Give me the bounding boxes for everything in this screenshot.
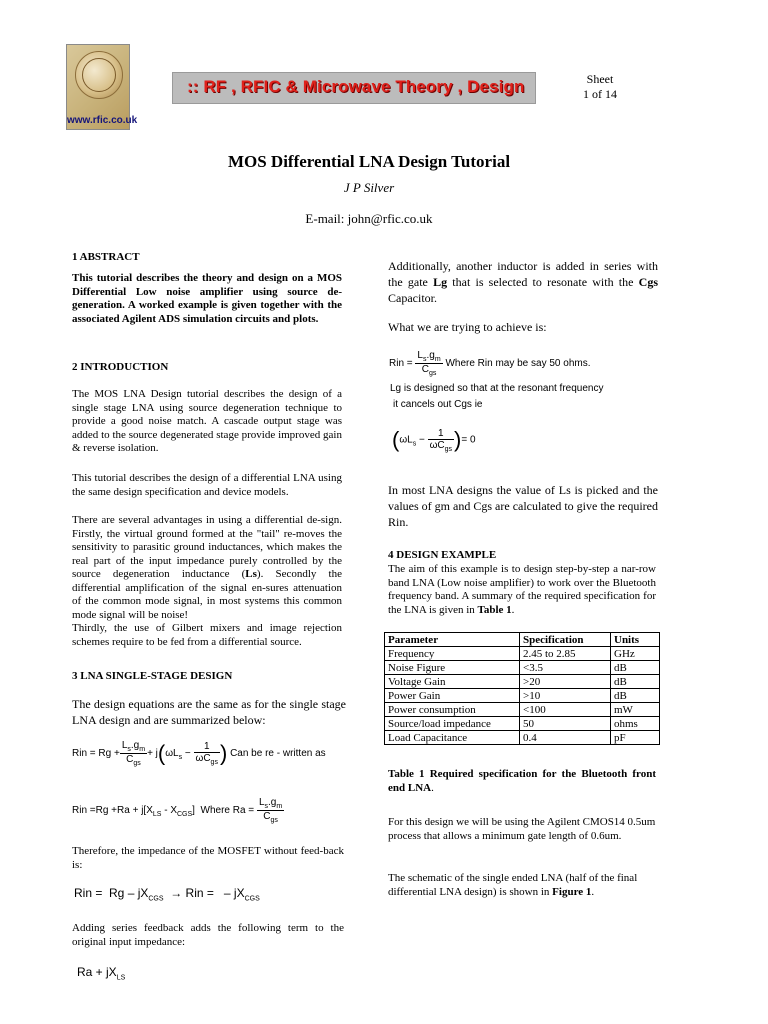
spec-table xyxy=(384,632,660,745)
lna-paragraph-2: Therefore, the impedance of the MOSFET without feed-back is: xyxy=(72,845,344,871)
design-heading: 4 DESIGN EXAMPLE xyxy=(388,549,497,561)
right-paragraph-4: For this design we will be using the Agilent CMOS14 0.5um process that allows a minimum gate length of 0.6um. xyxy=(388,816,656,842)
table-row xyxy=(385,675,660,689)
author: J P Silver xyxy=(343,180,395,195)
lna-paragraph-1: The design equations are the same as for the single stage LNA design and are summarized below: xyxy=(72,697,346,727)
table-cell: 0.4 xyxy=(520,731,611,745)
rfic-logo xyxy=(66,44,138,130)
table-cell: <3.5 xyxy=(520,661,611,675)
equation-ra-label: Where Ra = xyxy=(200,805,255,817)
right-p1-part-b: that is selected to resonate with the xyxy=(447,275,639,289)
equation-resonance: ($\omega L_s$ − $\frac{1}{\omega C_{gs}}$ )= 0 xyxy=(392,427,476,453)
table-cell: 2.45 to 2.85 xyxy=(520,647,611,661)
table-cell: Power Gain xyxy=(385,689,520,703)
equation-lg-note-1: Lg is designed so that at the resonant frequency xyxy=(390,383,604,394)
spec-table-header xyxy=(385,633,660,647)
column-header-specification: Specification xyxy=(520,633,611,647)
equation-lg-note-2: it cancels out Cgs ie xyxy=(393,399,483,410)
table-cell: dB xyxy=(611,689,660,703)
sheet-indicator xyxy=(570,72,630,102)
lna-paragraph-3: Adding series feedback adds the following term to the original input impedance: xyxy=(72,922,344,948)
table-caption-text: Table 1 Required specification for the Bluetooth front end LNA xyxy=(388,768,656,794)
equation-rin-2: Rin $=Rg +Ra + j[X_{LS} - X_{CGS}]$ Where Ra = $\frac{L_s.g_m}{C_{gs}}$ xyxy=(72,797,283,824)
table-row xyxy=(385,731,660,745)
equation-rin-mosfet: Rin = Rg – $jX_{CGS}$ → Rin = – $jX_{CGS}$ xyxy=(74,886,260,903)
intro-heading: 2 INTRODUCTION xyxy=(72,361,169,373)
abstract-text: This tutorial describes the theory and design on a MOS Differential Low noise amplifier using source de-generation. A worked example is given together with the associated Agilent ADS simulation circuits and plots. xyxy=(72,272,342,325)
equation-where-note: Where Rin may be say 50 ohms. xyxy=(445,358,591,370)
table-cell: dB xyxy=(611,661,660,675)
table-cell: 50 xyxy=(520,717,611,731)
column-header-units: Units xyxy=(611,633,660,647)
right-p1-part-a: Additionally, another inductor is added in series with the gate xyxy=(388,259,658,289)
table-cell: Power consumption xyxy=(385,703,520,717)
intro-paragraph-3 xyxy=(72,514,342,649)
table-cell: Load Capacitance xyxy=(385,731,520,745)
table-row xyxy=(385,689,660,703)
right-p5-part-a: The schematic of the single ended LNA (half of the final differential LNA design) is shown in xyxy=(388,872,638,898)
abstract-heading: 1 ABSTRACT xyxy=(72,251,140,263)
logo-url: www.rfic.co.uk xyxy=(67,115,138,126)
column-header-parameter: Parameter xyxy=(385,633,520,647)
intro-paragraph-2: This tutorial describes the design of a differential LNA using the same design specification and device models. xyxy=(72,472,342,498)
right-p5-figure-ref: Figure 1 xyxy=(552,885,592,898)
table-cell: Source/load impedance xyxy=(385,717,520,731)
smith-chart-ring xyxy=(82,58,116,92)
right-paragraph-3: In most LNA designs the value of Ls is picked and the values of gm and Cgs are calculated to give the required Rin. xyxy=(388,483,658,529)
intro-p3-ls: Ls xyxy=(245,568,257,580)
table-cell: Voltage Gain xyxy=(385,675,520,689)
right-p5-part-b: . xyxy=(591,885,595,898)
intro-p3-part-b: ). Secondly the differential amplification of the signal en-sures attenuation of the common mode signal, in most systems this common mode signal will be noise! xyxy=(72,568,342,621)
table-cell: pF xyxy=(611,731,660,745)
intro-paragraph-1: The MOS LNA Design tutorial describes the design of a single stage LNA using source degeneration technique to provide a good noise match. A cascade output stage was added to the source degenerated stage provide improved gain & reverse isolation. xyxy=(72,388,342,454)
table-cell: >20 xyxy=(520,675,611,689)
right-paragraph-2: What we are trying to achieve is: xyxy=(388,320,547,334)
right-paragraph-1 xyxy=(388,258,658,306)
page-title: MOS Differential LNA Design Tutorial xyxy=(227,152,511,171)
table-row xyxy=(385,717,660,731)
table-cell: Noise Figure xyxy=(385,661,520,675)
equation-rin-1: Rin = Rg + $\frac{L_s.g_m}{C_{gs}}$ + $j(\omega L_s$ − $\frac{1}{\omega C_{gs}}$ ) Can be re - written as xyxy=(72,740,326,767)
site-banner xyxy=(172,72,536,104)
design-p1-table-ref: Table 1 xyxy=(477,603,512,616)
table-cell: dB xyxy=(611,675,660,689)
equation-rewrite-note: Can be re - written as xyxy=(230,748,326,760)
table-cell: Frequency xyxy=(385,647,520,661)
equation-ra-feedback: $Ra + jX_{LS}$ xyxy=(77,965,126,982)
table-caption-end: . xyxy=(431,781,434,794)
table-row xyxy=(385,647,660,661)
sheet-label: Sheet xyxy=(586,72,614,86)
right-p1-part-c: Capacitor. xyxy=(388,291,437,305)
right-p1-cgs: Cgs xyxy=(638,275,658,289)
table-cell: <100 xyxy=(520,703,611,717)
lna-heading: 3 LNA SINGLE-STAGE DESIGN xyxy=(72,670,233,682)
right-p1-lg: Lg xyxy=(433,275,448,289)
table-cell: mW xyxy=(611,703,660,717)
equation-rin-target: Rin = $\frac{L_s.g_m}{C_{gs}}$ Where Rin may be say 50 ohms. xyxy=(389,350,591,377)
table-cell: GHz xyxy=(611,647,660,661)
table-row xyxy=(385,661,660,675)
email: E-mail: john@rfic.co.uk xyxy=(305,211,433,226)
intro-p3-part-c: Thirdly, the use of Gilbert mixers and image rejection schemes require to be fed from a differential source. xyxy=(72,622,342,648)
design-paragraph xyxy=(388,563,656,617)
table-cell: >10 xyxy=(520,689,611,703)
design-p1-part-b: . xyxy=(511,603,515,616)
right-paragraph-5 xyxy=(388,872,656,899)
sheet-page: 1 of 14 xyxy=(583,87,617,101)
table-caption xyxy=(388,768,656,795)
table-row xyxy=(385,703,660,717)
banner-text: :: RF , RFIC & Microwave Theory , Design xyxy=(187,77,525,96)
design-p1-part-a: The aim of this example is to design step-by-step a nar-row band LNA (Low noise amplifier) to work over the Bluetooth frequency band. A summary of the required specification for the LNA is given in xyxy=(388,563,656,616)
intro-p3-part-a: There are several advantages in using a differential de-sign. Firstly, the virtual ground formed at the "tail" re-moves the sensitivity to parasitic ground inductances, which makes the real part of the input impedance purely controlled by the source degeneration inductance ( xyxy=(72,514,342,580)
table-cell: ohms xyxy=(611,717,660,731)
